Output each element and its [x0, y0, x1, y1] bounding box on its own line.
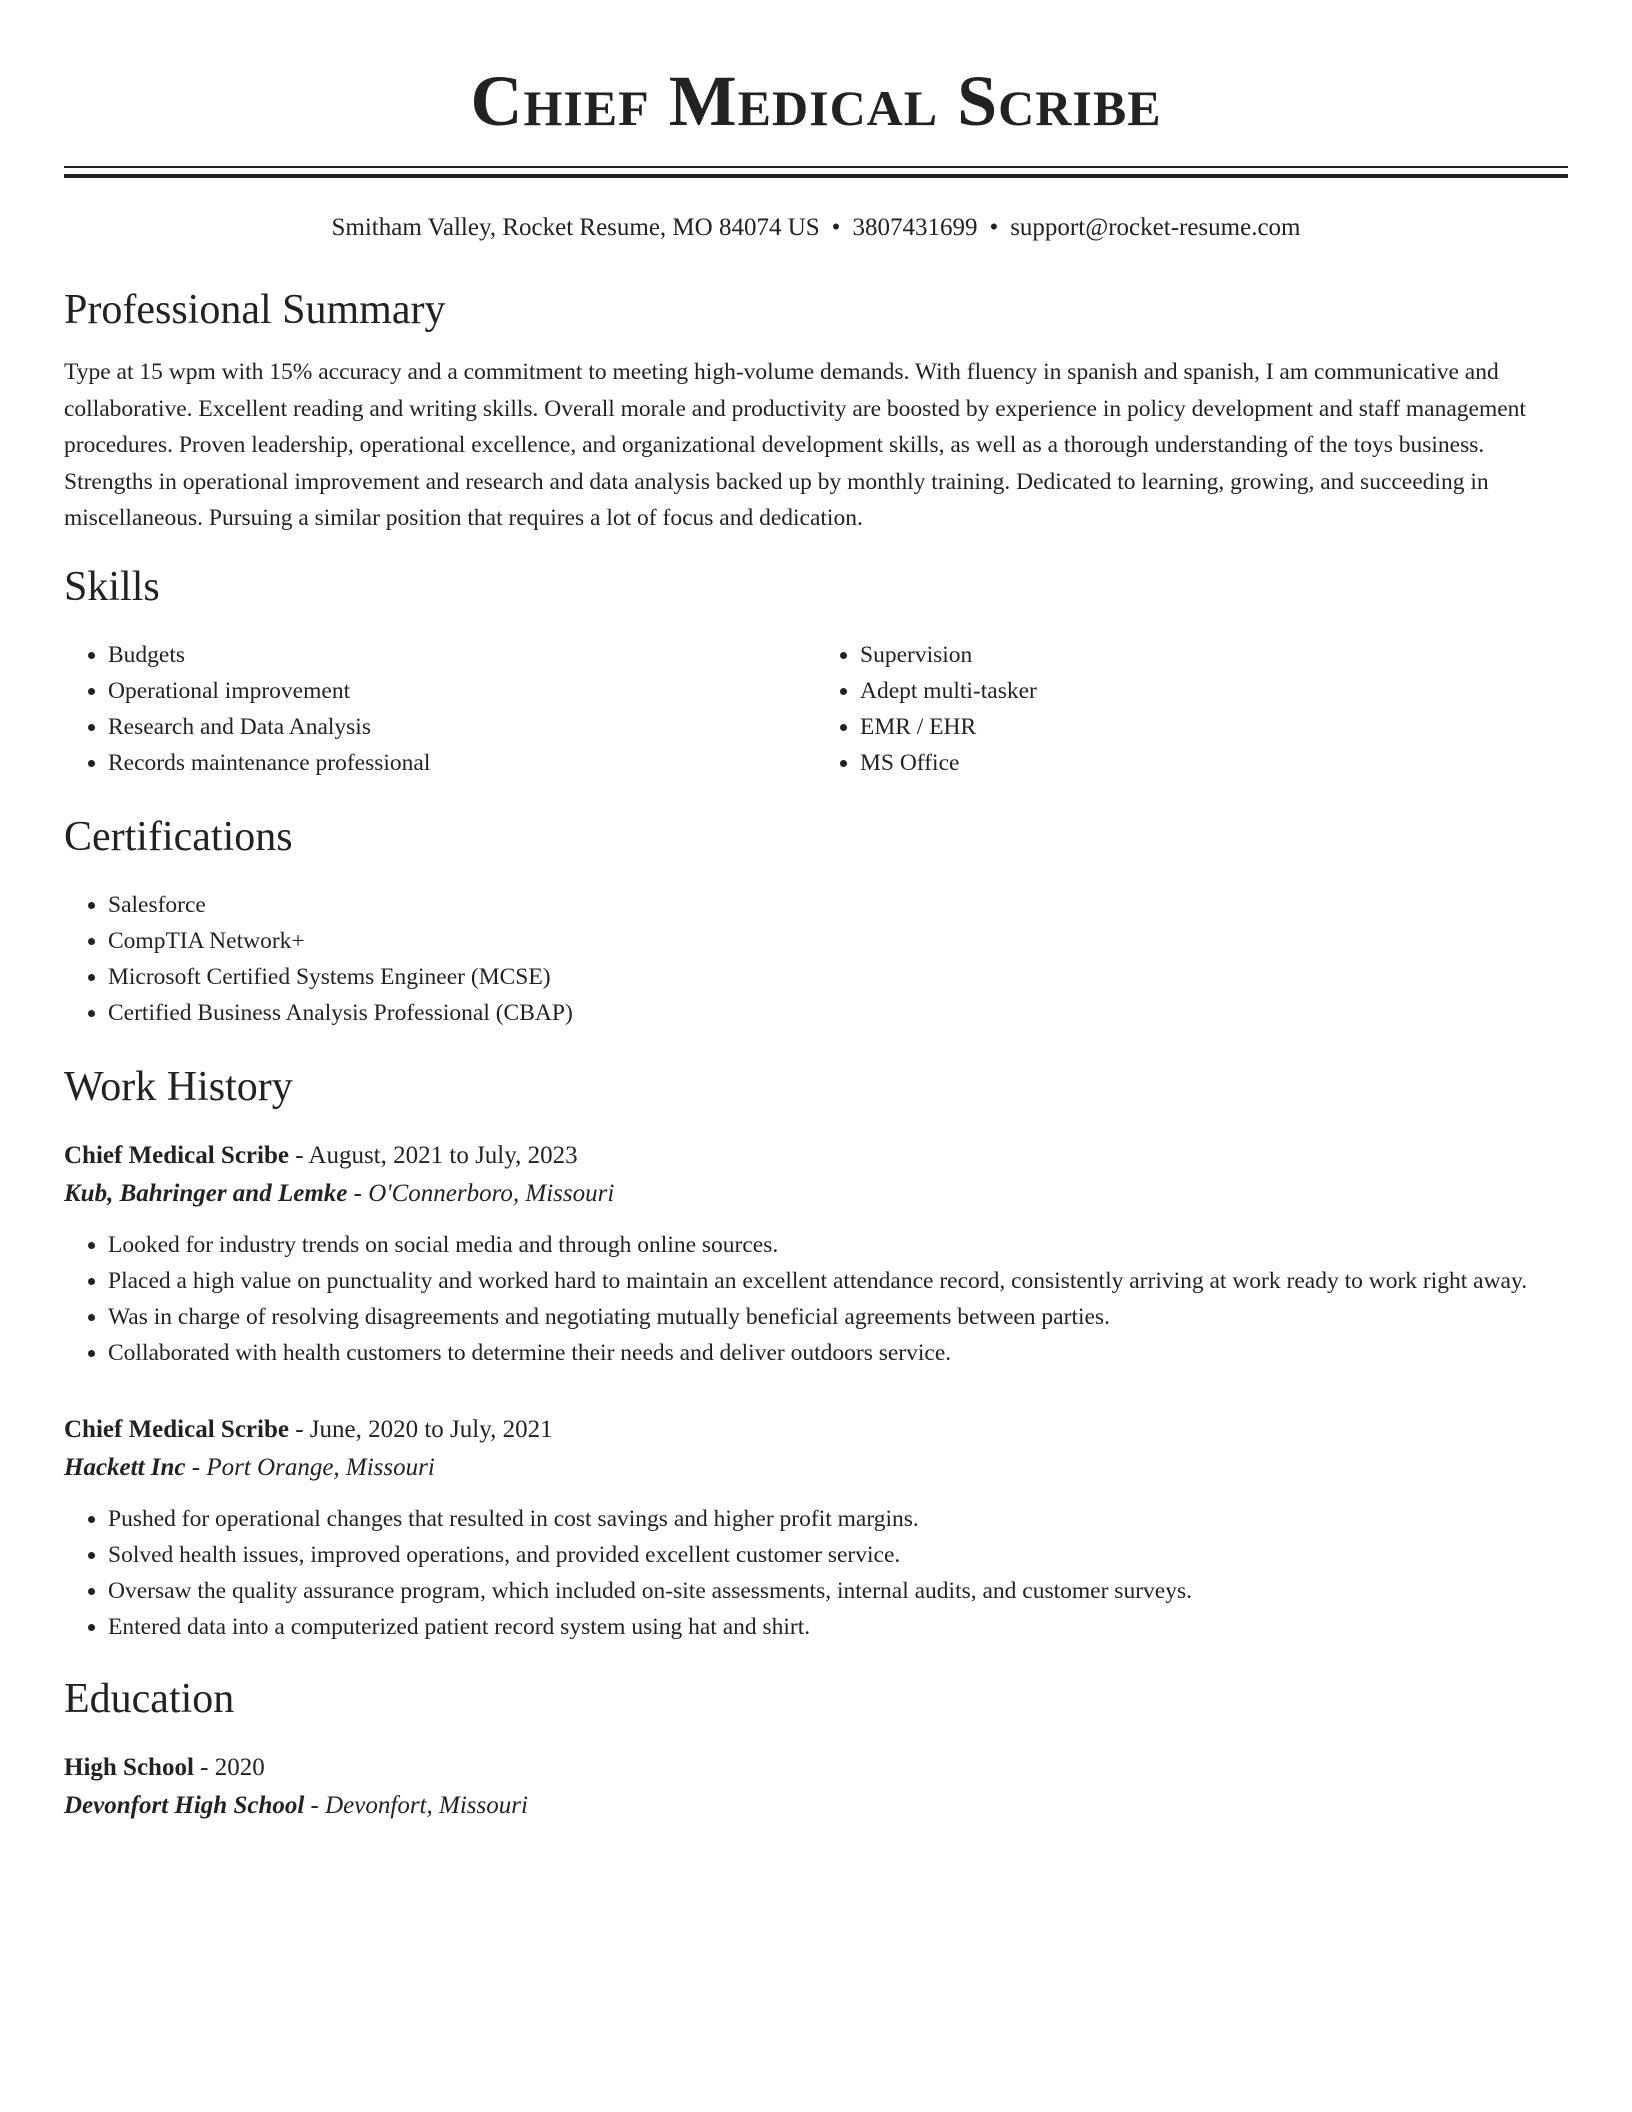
skill-item: • Research and Data Analysis	[108, 709, 816, 745]
job-bullet: • Entered data into a computerized patient record system using hat and shirt.	[108, 1609, 1568, 1645]
job-header	[64, 1411, 1568, 1449]
job-bullet: • Pushed for operational changes that resulted in cost savings and higher profit margins.	[108, 1501, 1568, 1537]
certification-item: • CompTIA Network+	[108, 923, 1568, 959]
job-entry	[64, 1137, 1568, 1371]
job-bullets	[64, 1227, 1568, 1371]
education-degree-line	[64, 1749, 1568, 1787]
header-divider-thick	[64, 174, 1568, 178]
job-role: Chief Medical Scribe	[64, 1415, 289, 1443]
certifications-heading: Certifications	[64, 813, 293, 860]
skills-list-left	[64, 637, 816, 781]
header-divider-thin	[64, 166, 1568, 168]
job-bullet: • Solved health issues, improved operations, and provided excellent customer service.	[108, 1537, 1568, 1573]
job-company: Hackett Inc	[64, 1453, 186, 1481]
job-employer-line	[64, 1449, 1568, 1487]
job-entry	[64, 1411, 1568, 1645]
job-bullet: • Was in charge of resolving disagreements and negotiating mutually beneficial agreements between parties.	[108, 1299, 1568, 1335]
education-location: - Devonfort, Missouri	[304, 1791, 528, 1819]
contact-separator: •	[989, 214, 999, 241]
skill-item: • Records maintenance professional	[108, 745, 816, 781]
job-bullet: • Looked for industry trends on social media and through online sources.	[108, 1227, 1568, 1263]
resume-page	[64, 0, 1568, 1825]
resume-title: Chief Medical Scribe	[470, 61, 1162, 141]
skills-list-right	[816, 637, 1568, 781]
job-bullets	[64, 1501, 1568, 1645]
job-bullet: • Oversaw the quality assurance program, which included on-site assessments, internal audits, and customer surveys.	[108, 1573, 1568, 1609]
certifications-list	[64, 887, 1568, 1031]
certification-item: • Certified Business Analysis Professional (CBAP)	[108, 995, 1568, 1031]
skills-heading: Skills	[64, 563, 160, 610]
job-company: Kub, Bahringer and Lemke	[64, 1179, 348, 1207]
job-dates: - June, 2020 to July, 2021	[288, 1415, 553, 1443]
skill-item: • Operational improvement	[108, 673, 816, 709]
education-school-line	[64, 1787, 1568, 1825]
contact-email: support@rocket-resume.com	[1010, 214, 1301, 241]
skill-item: • Budgets	[108, 637, 816, 673]
job-role: Chief Medical Scribe	[64, 1141, 289, 1169]
job-dates: - August, 2021 to July, 2023	[288, 1141, 578, 1169]
education-year: - 2020	[193, 1753, 265, 1781]
work-history-heading: Work History	[64, 1063, 293, 1110]
skills-grid	[64, 637, 1568, 781]
summary-text: Type at 15 wpm with 15% accuracy and a commitment to meeting high-volume demands. With fluency in spanish and spanish, I am communicative and collaborative. Excellent reading and writing skills. Overall morale and productivity are boosted by experience in policy development and staff management procedures. Proven leadership, operational excellence, and organizational development skills, as well as a thorough understanding of the toys business. Strengths in operational improvement and research and data analysis backed up by monthly training. Dedicated to learning, growing, and succeeding in miscellaneous. Pursuing a similar position that requires a lot of focus and dedication.	[64, 359, 1526, 531]
certification-item: • Microsoft Certified Systems Engineer (MCSE)	[108, 959, 1568, 995]
education-heading: Education	[64, 1675, 235, 1722]
job-employer-line	[64, 1175, 1568, 1213]
education-school: Devonfort High School	[64, 1791, 305, 1819]
education-degree: High School	[64, 1753, 194, 1781]
contact-address: Smitham Valley, Rocket Resume, MO 84074 US	[331, 214, 820, 241]
education-entry	[64, 1749, 1568, 1825]
contact-line	[64, 212, 1568, 244]
job-location: - Port Orange, Missouri	[185, 1453, 435, 1481]
skill-item: • EMR / EHR	[860, 709, 1568, 745]
contact-phone: 3807431699	[852, 214, 978, 241]
certification-item: • Salesforce	[108, 887, 1568, 923]
job-bullet: • Placed a high value on punctuality and worked hard to maintain an excellent attendance record, consistently arriving at work ready to work right away.	[108, 1263, 1568, 1299]
skill-item: • Supervision	[860, 637, 1568, 673]
contact-separator: •	[831, 214, 841, 241]
skill-item: • MS Office	[860, 745, 1568, 781]
summary-heading: Professional Summary	[64, 287, 446, 333]
job-bullet: • Collaborated with health customers to determine their needs and deliver outdoors service.	[108, 1335, 1568, 1371]
skill-item: • Adept multi-tasker	[860, 673, 1568, 709]
job-location: - O'Connerboro, Missouri	[347, 1179, 615, 1207]
job-header	[64, 1137, 1568, 1175]
